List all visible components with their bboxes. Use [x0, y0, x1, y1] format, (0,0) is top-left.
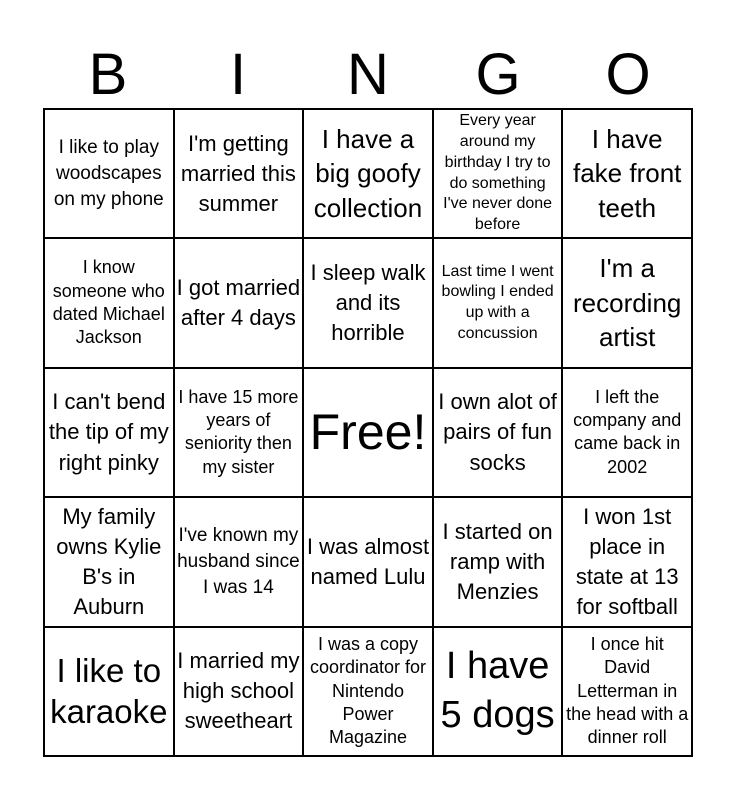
header-letter-i: I: [229, 42, 247, 107]
bingo-cell[interactable]: I married my high school sweetheart: [174, 627, 304, 756]
header-letter-o: O: [605, 42, 651, 107]
bingo-cell[interactable]: Last time I went bowling I ended up with a concussion: [433, 238, 563, 367]
header-letter-g: G: [475, 42, 521, 107]
bingo-cell[interactable]: I won 1st place in state at 13 for softball: [562, 497, 692, 626]
bingo-cell[interactable]: I was a copy coordinator for Nintendo Power Magazine: [303, 627, 433, 756]
bingo-cell[interactable]: I like to play woodscapes on my phone: [44, 109, 174, 238]
bingo-cell[interactable]: I'm a recording artist: [562, 238, 692, 367]
bingo-cell[interactable]: I have fake front teeth: [562, 109, 692, 238]
bingo-cell[interactable]: I was almost named Lulu: [303, 497, 433, 626]
bingo-cell[interactable]: I left the company and came back in 2002: [562, 368, 692, 497]
bingo-cell[interactable]: I started on ramp with Menzies: [433, 497, 563, 626]
bingo-header: [43, 40, 693, 110]
bingo-cell[interactable]: Every year around my birthday I try to do something I've never done before: [433, 109, 563, 238]
bingo-grid: [43, 108, 693, 757]
bingo-cell[interactable]: I like to karaoke: [44, 627, 174, 756]
bingo-cell[interactable]: I can't bend the tip of my right pinky: [44, 368, 174, 497]
bingo-cell[interactable]: I've known my husband since I was 14: [174, 497, 304, 626]
bingo-cell[interactable]: I'm getting married this summer: [174, 109, 304, 238]
header-letter-n: N: [347, 42, 389, 107]
bingo-cell[interactable]: My family owns Kylie B's in Auburn: [44, 497, 174, 626]
free-space-cell[interactable]: Free!: [303, 368, 433, 497]
bingo-cell[interactable]: I have 15 more years of seniority then my sister: [174, 368, 304, 497]
header-letter-b: B: [88, 42, 128, 107]
bingo-cell[interactable]: I have a big goofy collection: [303, 109, 433, 238]
bingo-cell[interactable]: I own alot of pairs of fun socks: [433, 368, 563, 497]
bingo-cell[interactable]: I sleep walk and its horrible: [303, 238, 433, 367]
bingo-cell[interactable]: I know someone who dated Michael Jackson: [44, 238, 174, 367]
bingo-cell[interactable]: I got married after 4 days: [174, 238, 304, 367]
bingo-cell[interactable]: I once hit David Letterman in the head with a dinner roll: [562, 627, 692, 756]
bingo-cell[interactable]: I have 5 dogs: [433, 627, 563, 756]
